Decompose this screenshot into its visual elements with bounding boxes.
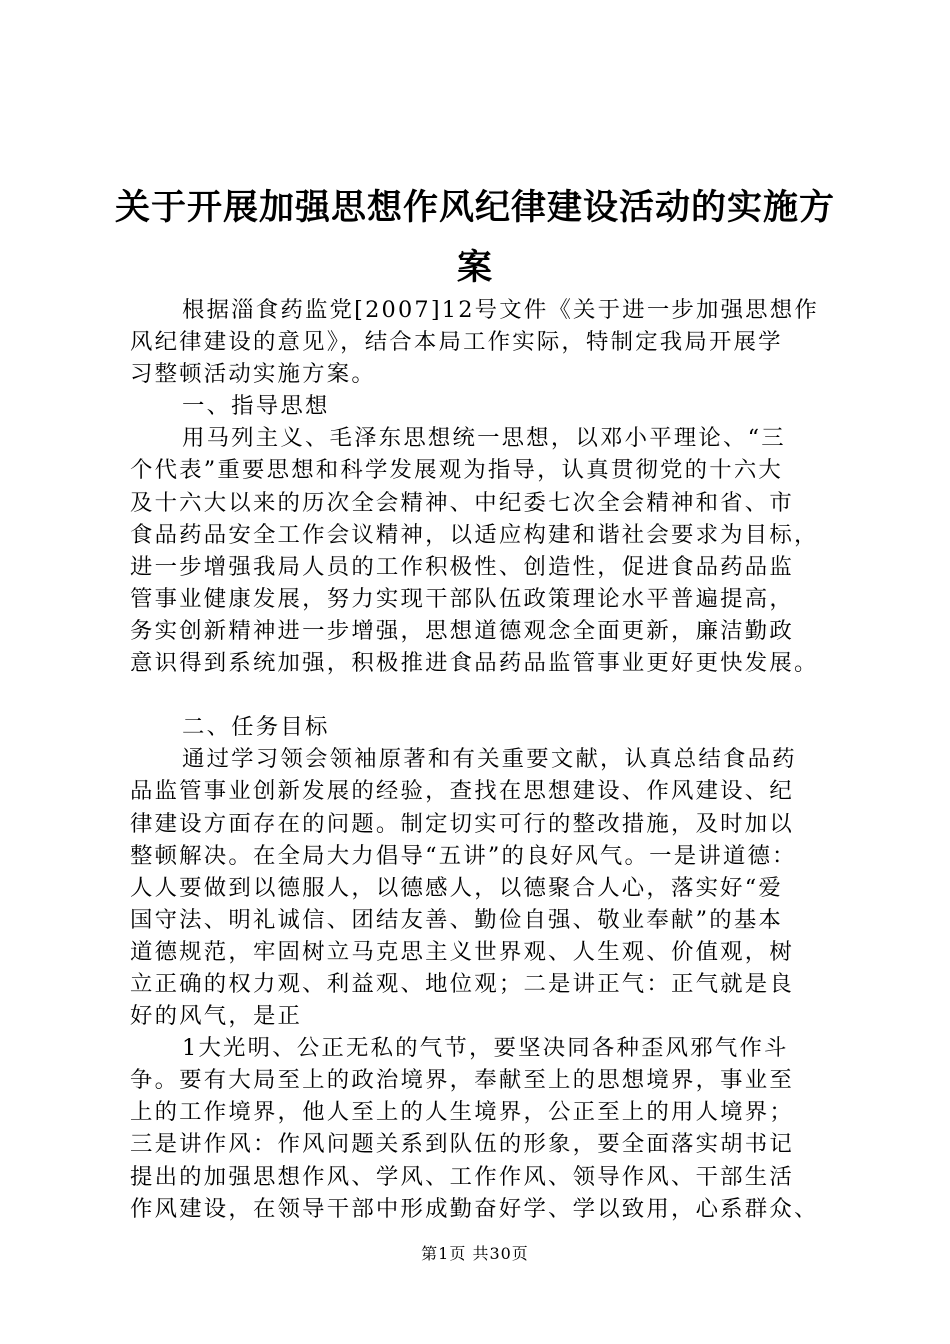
- body-line: 争。要有大局至上的政治境界，奉献至上的思想境界，事业至: [130, 1067, 794, 1094]
- body-line: 品监管事业创新发展的经验，查找在思想建设、作风建设、纪: [130, 778, 794, 805]
- body-line: 1大光明、公正无私的气节，要坚决同各种歪风邪气作斗: [182, 1035, 789, 1062]
- body-line: 用马列主义、毛泽东思想统一思想，以邓小平理论、“三: [182, 425, 786, 452]
- document-title: [110, 178, 840, 298]
- section-heading: 二、任务目标: [182, 714, 330, 741]
- body-line: 食品药品安全工作会议精神，以适应构建和谐社会要求为目标，: [130, 521, 819, 548]
- body-line: 立正确的权力观、利益观、地位观；二是讲正气：正气就是良: [130, 970, 794, 997]
- body-line: 意识得到系统加强，积极推进食品药品监管事业更好更快发展。: [130, 650, 819, 677]
- body-line: 根据淄食药监党[2007]12号文件《关于进一步加强思想作: [182, 297, 819, 323]
- body-line: 管事业健康发展，努力实现干部队伍政策理论水平普遍提高，: [130, 585, 794, 612]
- body-line: 好的风气，是正: [130, 1003, 303, 1030]
- body-line: 通过学习领会领袖原著和有关重要文献，认真总结食品药: [182, 746, 797, 773]
- body-line: 及十六大以来的历次全会精神、中纪委七次全会精神和省、市: [130, 489, 794, 516]
- document-body: [130, 294, 855, 1225]
- blank-line: [130, 679, 855, 711]
- body-line: 道德规范，牢固树立马克思主义世界观、人生观、价值观，树: [130, 938, 794, 965]
- body-line: 三是讲作风：作风问题关系到队伍的形象，要全面落实胡书记: [130, 1131, 794, 1158]
- body-line: 律建设方面存在的问题。制定切实可行的整改措施，及时加以: [130, 810, 794, 837]
- body-line: 进一步增强我局人员的工作积极性、创造性，促进食品药品监: [130, 553, 794, 580]
- body-line: 上的工作境界，他人至上的人生境界，公正至上的用人境界；: [130, 1099, 794, 1126]
- body-line: 个代表”重要思想和科学发展观为指导，认真贯彻党的十六大: [130, 457, 784, 484]
- section-heading: 一、指导思想: [182, 393, 330, 420]
- title-line-1: 关于开展加强思想作风纪律建设活动的实施方: [114, 188, 835, 228]
- page-footer: 第1页 共30页: [421, 1244, 529, 1263]
- body-line: 习整顿活动实施方案。: [130, 361, 376, 388]
- body-line: 国守法、明礼诚信、团结友善、勤俭自强、敬业奉献”的基本: [130, 906, 784, 933]
- body-line: 提出的加强思想作风、学风、工作作风、领导作风、干部生活: [130, 1163, 794, 1190]
- body-line: 人人要做到以德服人，以德感人，以德聚合人心，落实好“爱: [130, 874, 784, 901]
- body-line: 风纪律建设的意见》，结合本局工作实际，特制定我局开展学: [130, 329, 783, 356]
- body-line: 务实创新精神进一步增强，思想道德观念全面更新，廉洁勤政: [130, 617, 794, 644]
- body-line: 作风建设，在领导干部中形成勤奋好学、学以致用，心系群众、: [130, 1195, 819, 1222]
- body-line: 整顿解决。在全局大力倡导“五讲”的良好风气。一是讲道德：: [130, 842, 797, 869]
- title-line-2: 案: [456, 248, 493, 288]
